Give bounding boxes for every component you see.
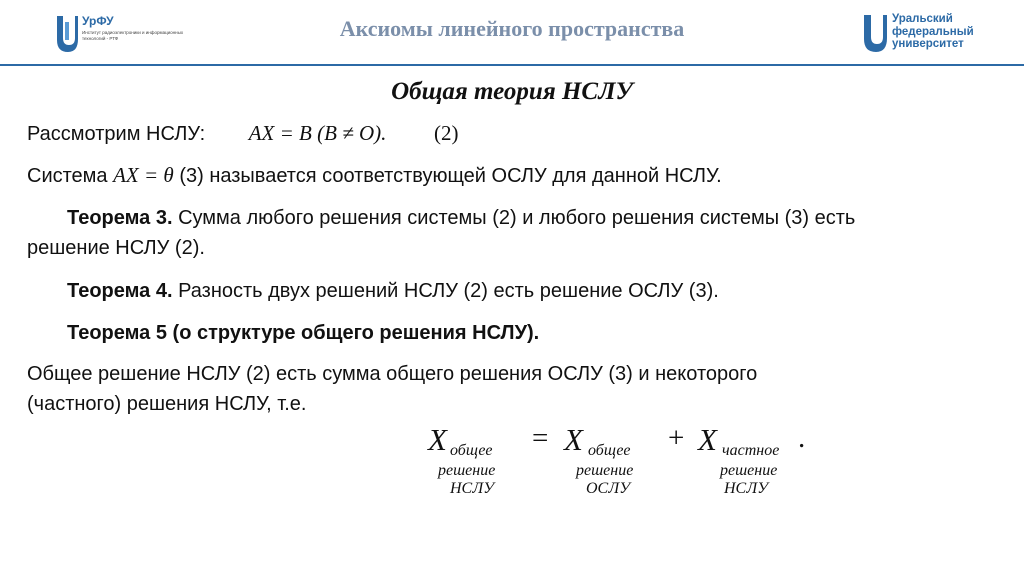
sub-1-line-3: НСЛУ [450,480,495,497]
general-solution-line-1: Общее решение НСЛУ (2) есть сумма общего решения ОСЛУ (3) и некоторого [27,363,758,385]
sub-2-line-1: общее [588,442,631,459]
page-title: Аксиомы линейного пространства [339,16,685,41]
sub-2-line-2: решение [576,462,634,479]
university-name-line-3: университет [892,38,964,50]
general-solution-line-2: (частного) решения НСЛУ, т.е. [27,393,307,415]
general-solution-formula [420,422,840,512]
theorem-3-title: Теорема 3. [67,207,173,229]
consider-text: Рассмотрим НСЛУ: [27,123,206,145]
university-name-line-2: федеральный [892,25,974,38]
theorem-3-text: Сумма любого решения системы (2) и любого решения системы (3) есть [172,207,856,229]
system-equation: AX = B (B ≠ O). [248,121,387,145]
sub-3-line-1: частное [722,442,780,459]
slide-content [0,66,1024,574]
homogeneous-system-line [27,163,722,188]
consider-line [27,121,458,146]
equation-number: (2) [433,121,459,145]
formula-x-1: X [428,422,447,457]
theorem-4 [67,280,719,303]
formula-x-3: X [698,422,717,457]
sub-3-line-2: решение [720,462,778,479]
formula-plus: + [668,422,685,454]
university-name-line-1: Уральский [892,13,953,25]
sub-2-line-3: ОСЛУ [586,480,631,497]
theorem-4-text: Разность двух решений НСЛУ (2) есть решение ОСЛУ (3). [172,280,719,302]
theorem-5-title: Теорема 5 (о структуре общего решения НСЛУ). [67,322,540,344]
university-logo-icon [862,13,888,53]
system-description: (3) называется соответствующей ОСЛУ для данной НСЛУ. [173,165,722,187]
sub-1-line-1: общее [450,442,493,459]
formula-period: . [798,422,806,454]
logo-institute-text: Институт радиоэлектроники и информационных технологий - РТФ [82,30,184,41]
formula-equals: = [532,422,549,454]
system-prefix: Система [27,165,114,187]
slide-heading: Общая теория НСЛУ [391,78,633,105]
theorem-3 [67,207,855,230]
theorem-3-continuation: решение НСЛУ (2). [27,237,205,259]
sub-3-line-3: НСЛУ [724,480,769,497]
homogeneous-equation: AX = θ [113,163,174,187]
formula-x-2: X [564,422,583,457]
sub-1-line-2: решение [438,462,496,479]
logo-brand-text: УрФУ [82,14,114,28]
urfu-university-logo [862,12,1012,56]
slide-header [0,0,1024,66]
university-name [892,13,974,51]
theorem-4-title: Теорема 4. [67,280,173,302]
